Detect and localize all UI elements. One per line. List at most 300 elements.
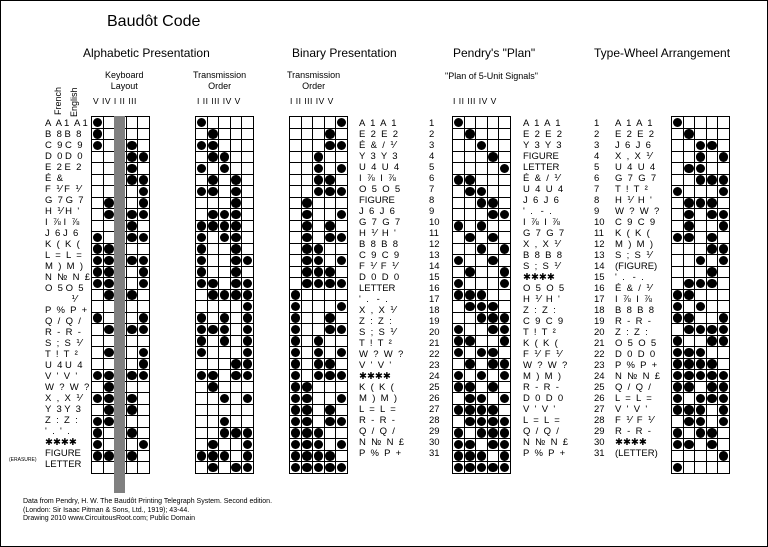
- grid-cell: [290, 117, 302, 129]
- hole-dot: [673, 382, 683, 392]
- grid-cell: [92, 198, 104, 210]
- grid-cell: [127, 129, 139, 141]
- grid-row: [672, 244, 730, 256]
- grid-row: [196, 232, 254, 244]
- grid-row: [290, 347, 348, 359]
- hole-dot: [314, 244, 324, 254]
- grid-cell: [231, 186, 243, 198]
- grid-cell: [695, 301, 707, 313]
- grid-cell: [325, 416, 337, 428]
- grid-cell: [672, 347, 684, 359]
- grid-cell: [476, 221, 488, 233]
- grid-cell: [695, 140, 707, 152]
- hole-dot: [454, 279, 464, 289]
- grid-cell: [313, 198, 325, 210]
- grid-cell: [695, 221, 707, 233]
- grid-cell: [499, 186, 511, 198]
- hole-dot: [302, 382, 312, 392]
- grid-cell: [92, 255, 104, 267]
- grid-cell: [127, 301, 139, 313]
- grid-cell: [453, 186, 465, 198]
- hole-dot: [337, 233, 347, 243]
- hole-dot: [231, 463, 241, 473]
- grid-row: [196, 359, 254, 371]
- grid-cell: [336, 186, 348, 198]
- grid-cell: [718, 209, 730, 221]
- hole-dot: [465, 129, 475, 139]
- hole-dot: [719, 152, 729, 162]
- grid-cell: [476, 370, 488, 382]
- grid-row: [672, 462, 730, 474]
- grid-cell: [336, 439, 348, 451]
- grid-row: [290, 175, 348, 187]
- grid-row: [672, 301, 730, 313]
- hole-dot: [302, 451, 312, 461]
- grid-cell: [684, 175, 696, 187]
- hole-dot: [231, 359, 241, 369]
- hole-dot: [684, 210, 694, 220]
- hole-dot: [684, 290, 694, 300]
- grid-cell: [290, 186, 302, 198]
- grid-row: [672, 416, 730, 428]
- grid-cell: [302, 428, 314, 440]
- grid-cell: [231, 382, 243, 394]
- hole-dot: [104, 382, 114, 392]
- hole-dot: [500, 244, 510, 254]
- grid-cell: [476, 347, 488, 359]
- grid-cell: [138, 175, 150, 187]
- grid-cell: [453, 428, 465, 440]
- pendry-numbers: 1 2 3 4 5 6 7 8 9 10 11 12 13 14 15 16 17 18 19 20 21 22 23 24 25 26 27 28 29 30 31: [429, 118, 440, 459]
- grid-cell: [313, 255, 325, 267]
- grid-cell: [718, 451, 730, 463]
- grid-cell: [336, 336, 348, 348]
- grid-cell: [718, 175, 730, 187]
- grid-cell: [718, 462, 730, 474]
- hole-dot: [465, 187, 475, 197]
- hole-dot: [488, 210, 498, 220]
- hole-dot: [684, 221, 694, 231]
- grid-cell: [290, 255, 302, 267]
- hole-dot: [325, 129, 335, 139]
- grid-cell: [127, 163, 139, 175]
- grid-cell: [92, 428, 104, 440]
- grid-cell: [325, 462, 337, 474]
- grid-cell: [138, 232, 150, 244]
- grid-cell: [325, 370, 337, 382]
- grid-cell: [336, 140, 348, 152]
- grid-row: [453, 117, 511, 129]
- grid-row: [196, 140, 254, 152]
- hole-dot: [684, 405, 694, 415]
- grid-cell: [196, 313, 208, 325]
- grid-cell: [127, 278, 139, 290]
- grid-row: [196, 186, 254, 198]
- grid-cell: [313, 221, 325, 233]
- grid-cell: [231, 451, 243, 463]
- hole-dot: [127, 210, 137, 220]
- hole-dot: [719, 313, 729, 323]
- hole-dot: [104, 267, 114, 277]
- hole-dot: [127, 405, 137, 415]
- grid-cell: [476, 129, 488, 141]
- grid-cell: [208, 152, 220, 164]
- hole-dot: [220, 325, 230, 335]
- hole-dot: [197, 256, 207, 266]
- grid-cell: [672, 278, 684, 290]
- hole-dot: [465, 175, 475, 185]
- grid-cell: [707, 393, 719, 405]
- grid-row: [453, 140, 511, 152]
- pendry-characters: A 1 A 1 E 2 E 2 Y 3 Y 3 FIGURE LETTER É & / ⅟ U 4 U 4 J 6 J 6 ʹ . - . I ⅞ I ⅞ G 7 G 7 X , X ⅟ B 8 B 8 S ; S ⅟ ✱✱✱✱ O 5 O 5 H ⅟ H ' Z : Z : C 9 C 9 T ! T ² K ( K ( F ⅟ F ⅟ W ? W ? M ) M ) R - R - D 0 D 0 V ' V ' L = L = Q / Q / N № N £ P % P +: [523, 118, 569, 459]
- grid-cell: [92, 393, 104, 405]
- grid-cell: [208, 301, 220, 313]
- hole-dot: [302, 394, 312, 404]
- grid-cell: [488, 336, 500, 348]
- grid-row: [672, 267, 730, 279]
- grid-cell: [718, 221, 730, 233]
- hole-dot: [93, 129, 103, 139]
- grid-cell: [325, 336, 337, 348]
- grid-cell: [231, 278, 243, 290]
- grid-cell: [242, 163, 254, 175]
- hole-dot: [208, 129, 218, 139]
- grid-row: [453, 439, 511, 451]
- grid-cell: [290, 462, 302, 474]
- hole-dot: [208, 371, 218, 381]
- grid-cell: [92, 117, 104, 129]
- grid-cell: [302, 186, 314, 198]
- hole-dot: [500, 428, 510, 438]
- hole-dot: [325, 175, 335, 185]
- grid-cell: [196, 267, 208, 279]
- grid-cell: [453, 163, 465, 175]
- grid-cell: [313, 244, 325, 256]
- grid-cell: [208, 313, 220, 325]
- grid-row: [290, 301, 348, 313]
- grid-cell: [465, 336, 477, 348]
- grid-cell: [718, 152, 730, 164]
- hole-dot: [337, 118, 347, 128]
- grid-row: [672, 313, 730, 325]
- grid-cell: [684, 439, 696, 451]
- hole-dot: [208, 325, 218, 335]
- grid-row: [453, 428, 511, 440]
- hole-dot: [719, 210, 729, 220]
- grid-cell: [453, 382, 465, 394]
- grid-cell: [196, 324, 208, 336]
- hole-dot: [488, 463, 498, 473]
- grid-cell: [231, 232, 243, 244]
- hole-dot: [139, 152, 149, 162]
- grid-cell: [92, 152, 104, 164]
- grid-cell: [92, 232, 104, 244]
- hole-dot: [673, 336, 683, 346]
- grid-cell: [336, 416, 348, 428]
- hole-dot: [208, 451, 218, 461]
- grid-cell: [196, 129, 208, 141]
- grid-row: [672, 117, 730, 129]
- grid-cell: [453, 278, 465, 290]
- grid-cell: [707, 198, 719, 210]
- grid-cell: [336, 117, 348, 129]
- hole-dot: [465, 417, 475, 427]
- grid-cell: [718, 370, 730, 382]
- grid-row: [196, 382, 254, 394]
- binary-characters: A 1 A 1 E 2 E 2 É & / ⅟ Y 3 Y 3 U 4 U 4 I ⅞ I ⅞ O 5 O 5 FIGURE J 6 J 6 G 7 G 7 H ⅟ H ' B 8 B 8 C 9 C 9 F ⅟ F ⅟ D 0 D 0 LETTER ʹ . - . X , X ⅟ Z : Z : S ; S ⅟ T ! T ² W ? W ? V ' V ' ✱✱✱✱ K ( K ( M ) M ) L = L = R - R - Q / Q / N № N £ P % P +: [359, 118, 405, 459]
- grid-cell: [684, 186, 696, 198]
- hole-dot: [104, 417, 114, 427]
- grid-cell: [231, 163, 243, 175]
- hole-dot: [488, 440, 498, 450]
- hole-dot: [291, 336, 301, 346]
- grid-cell: [684, 117, 696, 129]
- grid-cell: [672, 405, 684, 417]
- grid-cell: [718, 324, 730, 336]
- grid-row: [290, 221, 348, 233]
- grid-cell: [488, 117, 500, 129]
- grid-cell: [695, 336, 707, 348]
- grid-cell: [465, 152, 477, 164]
- grid-cell: [196, 439, 208, 451]
- hole-dot: [707, 382, 717, 392]
- hole-dot: [127, 233, 137, 243]
- grid-cell: [499, 370, 511, 382]
- grid-row: [196, 290, 254, 302]
- grid-cell: [684, 451, 696, 463]
- grid-cell: [138, 405, 150, 417]
- grid-cell: [695, 163, 707, 175]
- grid-cell: [325, 324, 337, 336]
- section-binary: Binary Presentation: [292, 46, 397, 60]
- grid-cell: [707, 140, 719, 152]
- grid-cell: [127, 416, 139, 428]
- grid-cell: [219, 163, 231, 175]
- hole-dot: [500, 279, 510, 289]
- grid-cell: [127, 186, 139, 198]
- grid-cell: [219, 393, 231, 405]
- footer-line-3: Drawing 2010 www.CircuitousRoot.com; Public Domain: [23, 515, 195, 522]
- grid-cell: [138, 209, 150, 221]
- grid-cell: [684, 405, 696, 417]
- hole-dot: [500, 440, 510, 450]
- grid-cell: [499, 163, 511, 175]
- grid-cell: [672, 313, 684, 325]
- grid-cell: [127, 267, 139, 279]
- grid-row: [290, 278, 348, 290]
- alphabetic-characters: A A 1 A 1 B 8 B 8 C 9 C 9 D 0 D 0 E 2 E 2 É & F ⅟ F ⅟ G 7 G 7 H ⅟ H ' I ⅞ I ⅞ J 6 J 6 K ( K ( L = L = M ) M ) N № N £ O 5 O 5 ⅟ P % P + Q / Q / R - R - S ; S ⅟ T ! T ² U 4 U 4 V ' V ' W ? W ? X , X ⅟ Y 3 Y 3 Z : Z : ʹ . ʹ . ✱✱✱✱ FIGURE LETTER: [45, 118, 91, 470]
- grid-row: [196, 175, 254, 187]
- hole-dot: [139, 325, 149, 335]
- grid-cell: [672, 336, 684, 348]
- grid-cell: [336, 405, 348, 417]
- hole-dot: [314, 279, 324, 289]
- grid-cell: [196, 290, 208, 302]
- grid-cell: [336, 175, 348, 187]
- hole-dot: [220, 313, 230, 323]
- hole-dot: [93, 141, 103, 151]
- grid-cell: [138, 359, 150, 371]
- grid-cell: [302, 198, 314, 210]
- grid-row: [290, 370, 348, 382]
- grid-cell: [219, 416, 231, 428]
- grid-cell: [325, 290, 337, 302]
- grid-cell: [242, 232, 254, 244]
- grid-cell: [476, 267, 488, 279]
- grid-cell: [302, 439, 314, 451]
- grid-cell: [290, 347, 302, 359]
- grid-cell: [476, 163, 488, 175]
- grid-cell: [138, 324, 150, 336]
- grid-cell: [695, 278, 707, 290]
- hole-dot: [673, 463, 683, 473]
- grid-cell: [138, 129, 150, 141]
- grid-cell: [242, 370, 254, 382]
- grid-cell: [290, 428, 302, 440]
- hole-dot: [197, 164, 207, 174]
- grid-cell: [290, 313, 302, 325]
- grid-cell: [672, 209, 684, 221]
- grid-cell: [302, 232, 314, 244]
- hole-dot: [488, 256, 498, 266]
- hole-dot: [477, 290, 487, 300]
- grid-cell: [465, 278, 477, 290]
- grid-cell: [302, 324, 314, 336]
- grid-cell: [453, 347, 465, 359]
- grid-row: [290, 405, 348, 417]
- hole-dot: [231, 210, 241, 220]
- grid-cell: [231, 336, 243, 348]
- grid-cell: [219, 198, 231, 210]
- grid-row: [196, 336, 254, 348]
- grid-cell: [465, 347, 477, 359]
- hole-dot: [325, 359, 335, 369]
- grid-row: [290, 198, 348, 210]
- grid-cell: [242, 129, 254, 141]
- hole-dot: [291, 463, 301, 473]
- grid-row: [196, 347, 254, 359]
- hole-dot: [477, 417, 487, 427]
- grid-cell: [208, 347, 220, 359]
- grid-cell: [684, 313, 696, 325]
- grid-row: [290, 416, 348, 428]
- typewheel-grid: [671, 116, 730, 474]
- hole-dot: [231, 198, 241, 208]
- grid-cell: [476, 152, 488, 164]
- hole-dot: [707, 210, 717, 220]
- hole-dot: [302, 267, 312, 277]
- grid-cell: [231, 267, 243, 279]
- grid-cell: [92, 382, 104, 394]
- grid-cell: [219, 255, 231, 267]
- grid-row: [290, 209, 348, 221]
- hole-dot: [673, 233, 683, 243]
- hole-dot: [707, 428, 717, 438]
- grid-cell: [684, 163, 696, 175]
- grid-cell: [336, 451, 348, 463]
- grid-cell: [196, 209, 208, 221]
- hole-dot: [719, 394, 729, 404]
- grid-cell: [302, 129, 314, 141]
- hole-dot: [325, 141, 335, 151]
- hole-dot: [477, 187, 487, 197]
- hole-dot: [719, 244, 729, 254]
- grid-cell: [290, 221, 302, 233]
- grid-cell: [302, 405, 314, 417]
- grid-cell: [138, 278, 150, 290]
- grid-cell: [92, 313, 104, 325]
- hole-dot: [673, 313, 683, 323]
- hole-dot: [104, 290, 114, 300]
- hole-dot: [243, 428, 253, 438]
- hole-dot: [104, 210, 114, 220]
- hole-dot: [139, 348, 149, 358]
- hole-dot: [93, 451, 103, 461]
- transmission-order-label: Transmission Order: [193, 70, 247, 91]
- grid-cell: [242, 405, 254, 417]
- hole-dot: [220, 417, 230, 427]
- grid-cell: [684, 244, 696, 256]
- grid-cell: [707, 255, 719, 267]
- hole-dot: [314, 440, 324, 450]
- hole-dot: [696, 152, 706, 162]
- hole-dot: [684, 198, 694, 208]
- hole-dot: [500, 417, 510, 427]
- hole-dot: [673, 428, 683, 438]
- grid-cell: [499, 382, 511, 394]
- grid-cell: [138, 382, 150, 394]
- grid-cell: [476, 198, 488, 210]
- grid-cell: [488, 152, 500, 164]
- grid-cell: [302, 140, 314, 152]
- grid-cell: [488, 221, 500, 233]
- grid-cell: [242, 140, 254, 152]
- hole-dot: [231, 175, 241, 185]
- grid-row: [672, 152, 730, 164]
- grid-cell: [453, 232, 465, 244]
- grid-cell: [92, 439, 104, 451]
- hole-dot: [337, 256, 347, 266]
- hole-dot: [465, 290, 475, 300]
- grid-cell: [684, 129, 696, 141]
- grid-cell: [302, 267, 314, 279]
- hole-dot: [500, 210, 510, 220]
- grid-cell: [242, 382, 254, 394]
- grid-cell: [465, 175, 477, 187]
- footer-line-1: Data from Pendry, H. W. The Baudôt Printing Telegraph System. Second edition.: [23, 498, 273, 505]
- grid-cell: [208, 336, 220, 348]
- grid-cell: [313, 267, 325, 279]
- grid-cell: [242, 313, 254, 325]
- grid-cell: [92, 370, 104, 382]
- hole-dot: [684, 417, 694, 427]
- grid-cell: [695, 382, 707, 394]
- grid-cell: [476, 232, 488, 244]
- grid-cell: [219, 117, 231, 129]
- grid-cell: [208, 129, 220, 141]
- hole-dot: [500, 164, 510, 174]
- grid-cell: [219, 439, 231, 451]
- hole-dot: [197, 267, 207, 277]
- grid-cell: [453, 209, 465, 221]
- grid-row: [290, 255, 348, 267]
- hole-dot: [93, 371, 103, 381]
- grid-row: [453, 313, 511, 325]
- pendry-column-headers: I II III IV V: [453, 96, 497, 106]
- hole-dot: [243, 348, 253, 358]
- hole-dot: [104, 279, 114, 289]
- grid-cell: [208, 451, 220, 463]
